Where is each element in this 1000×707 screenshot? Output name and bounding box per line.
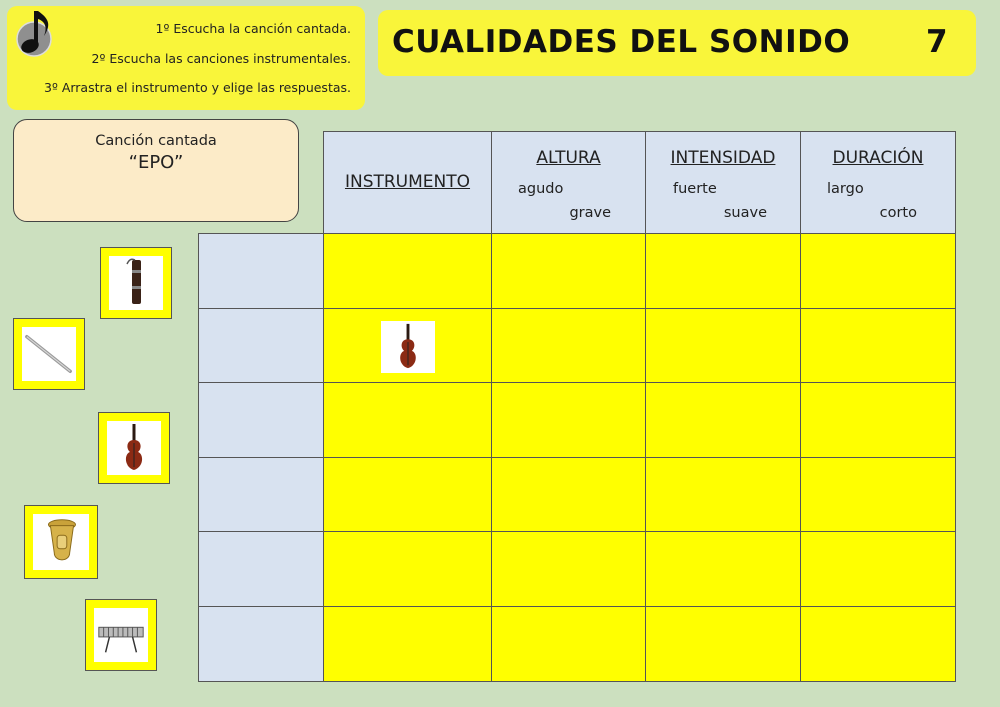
- song-card: [13, 119, 299, 222]
- intensidad-cell-row-3[interactable]: [645, 382, 801, 458]
- option-grave[interactable]: grave: [569, 205, 611, 221]
- header-intensidad: [645, 131, 801, 234]
- duracion-cell-row-4[interactable]: [800, 457, 956, 533]
- tile-violin[interactable]: [98, 412, 170, 484]
- instrument-cell-row-5[interactable]: [323, 531, 492, 607]
- altura-cell-row-2[interactable]: [491, 308, 646, 384]
- drop-slot-row-5[interactable]: [198, 531, 324, 607]
- altura-cell-row-4[interactable]: [491, 457, 646, 533]
- option-corto[interactable]: corto: [879, 205, 917, 221]
- intensidad-cell-row-1[interactable]: [645, 233, 801, 309]
- header-instrumento-title: INSTRUMENTO: [344, 172, 471, 192]
- instructions-panel: [7, 6, 365, 110]
- header-altura-title: ALTURA: [536, 148, 601, 168]
- duracion-cell-row-3[interactable]: [800, 382, 956, 458]
- instruction-step-1: 1º Escucha la canción cantada.: [155, 21, 351, 36]
- altura-cell-row-6[interactable]: [491, 606, 646, 682]
- altura-cell-row-3[interactable]: [491, 382, 646, 458]
- page-title: CUALIDADES DEL SONIDO: [392, 24, 851, 60]
- instrument-cell-row-6[interactable]: [323, 606, 492, 682]
- instrument-cell-row-4[interactable]: [323, 457, 492, 533]
- option-largo[interactable]: largo: [827, 181, 864, 197]
- drop-slot-row-4[interactable]: [198, 457, 324, 533]
- duracion-cell-row-5[interactable]: [800, 531, 956, 607]
- duracion-cell-row-6[interactable]: [800, 606, 956, 682]
- altura-cell-row-1[interactable]: [491, 233, 646, 309]
- header-duracion-title: DURACIÓN: [832, 148, 924, 168]
- intensidad-cell-row-4[interactable]: [645, 457, 801, 533]
- title-banner: [378, 10, 976, 76]
- intensidad-cell-row-5[interactable]: [645, 531, 801, 607]
- bassoon-icon: [109, 256, 163, 310]
- option-suave[interactable]: suave: [723, 205, 767, 221]
- intensidad-cell-row-2[interactable]: [645, 308, 801, 384]
- option-fuerte[interactable]: fuerte: [673, 181, 717, 197]
- header-intensidad-title: INTENSIDAD: [670, 148, 776, 168]
- drop-slot-row-2[interactable]: [198, 308, 324, 384]
- song-label: Canción cantada: [95, 133, 217, 149]
- tuba-icon: [33, 514, 89, 570]
- option-agudo[interactable]: agudo: [518, 181, 564, 197]
- violin-icon: [107, 421, 161, 475]
- instrument-cell-row-3[interactable]: [323, 382, 492, 458]
- tile-flute[interactable]: [13, 318, 85, 390]
- instrument-cell-row-1[interactable]: [323, 233, 492, 309]
- drop-slot-row-6[interactable]: [198, 606, 324, 682]
- duracion-cell-row-1[interactable]: [800, 233, 956, 309]
- drop-slot-row-1[interactable]: [198, 233, 324, 309]
- duracion-cell-row-2[interactable]: [800, 308, 956, 384]
- placed-violin[interactable]: [381, 321, 435, 373]
- xylophone-icon: [94, 608, 148, 662]
- instruction-step-3: 3º Arrastra el instrumento y elige las respuestas.: [44, 80, 351, 95]
- tile-xylophone[interactable]: [85, 599, 157, 671]
- instruction-step-2: 2º Escucha las canciones instrumentales.: [91, 51, 351, 66]
- music-note-icon[interactable]: [14, 8, 58, 60]
- page-number: 7: [926, 24, 948, 60]
- header-altura: [491, 131, 646, 234]
- intensidad-cell-row-6[interactable]: [645, 606, 801, 682]
- header-duracion: [800, 131, 956, 234]
- drop-slot-row-3[interactable]: [198, 382, 324, 458]
- header-instrumento: [323, 131, 492, 234]
- violin-icon: [381, 321, 435, 373]
- flute-icon: [22, 327, 76, 381]
- altura-cell-row-5[interactable]: [491, 531, 646, 607]
- tile-tuba[interactable]: [24, 505, 98, 579]
- tile-bassoon[interactable]: [100, 247, 172, 319]
- song-name: “EPO”: [128, 152, 184, 173]
